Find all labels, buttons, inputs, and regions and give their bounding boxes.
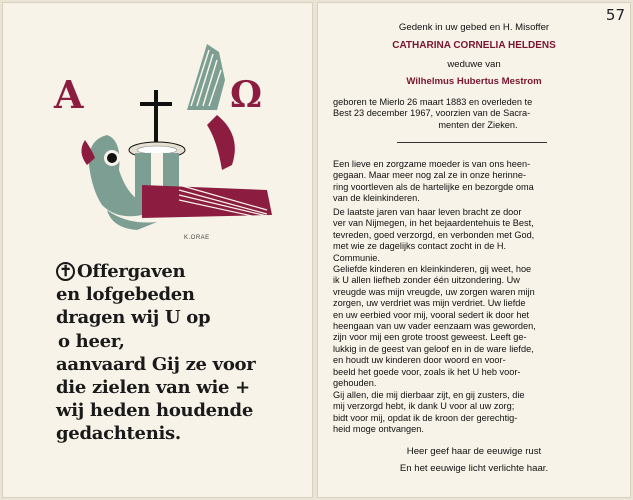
- text-line: beeld het goede voor, zoals ik het U heb voor-: [333, 366, 521, 377]
- fish-tail: [187, 44, 235, 170]
- cross-symbol: [140, 90, 172, 142]
- text-line: ver van Nijmegen, in het bejaardentehuis te Best,: [333, 218, 534, 229]
- text-line: Best 23 december 1967, voorzien van de Sacra-: [333, 108, 531, 119]
- fish-chalice-emblem: [67, 40, 282, 240]
- left-card: [2, 2, 313, 498]
- text-line: gehouden.: [333, 378, 377, 389]
- omega-symbol: Ω: [230, 74, 263, 116]
- text-line: De laatste jaren van haar leven bracht ze door: [333, 207, 522, 217]
- prayer-line: die zielen van wie +: [56, 377, 250, 399]
- prayer-line: en lofgebeden: [56, 284, 195, 306]
- text-line: Gij allen, die mij dierbaar zijt, en gij zusters, die: [333, 390, 525, 400]
- text-line: menten der Zieken.: [438, 119, 518, 130]
- text-line: en uw eerbied voor mij, vooral sedert ik door het: [333, 309, 530, 320]
- text-line: gegaan. Maar meer nog zal ze in onze herinne-: [333, 170, 527, 181]
- text-line: tevreden, goed verzorgd, en verbonden met God,: [333, 229, 535, 240]
- divider: [397, 142, 547, 143]
- text-line: met wie ze dagelijks contact zocht in de H.: [333, 241, 507, 252]
- text-line: vreugde was mijn vreugde, uw zorgen waren mijn: [333, 286, 535, 297]
- prayer-text: [56, 260, 306, 446]
- closing-line-1: Heer geef haar de eeuwige rust: [406, 446, 542, 457]
- text-line: Geliefde kinderen en kleinkinderen, gij weet, hoe: [333, 264, 532, 274]
- widow-of-label: weduwe van: [447, 59, 501, 70]
- artist-signature: K.ORAE: [184, 235, 210, 241]
- text-line: en houdt uw kinderen door woord en voor-: [333, 355, 506, 366]
- birth-death-paragraph: [333, 97, 623, 131]
- handwritten-page-number: 57: [605, 6, 625, 24]
- text-line: lukkig in de geest van geloof en in de ware liefde,: [333, 343, 534, 354]
- deceased-name: CATHARINA CORNELIA HELDENS: [392, 40, 556, 51]
- husband-name: Wilhelmus Hubertus Mestrom: [406, 76, 542, 87]
- text-line: mij verzorgd hebt, ik dank U voor al uw zorg;: [333, 401, 515, 412]
- intro-line: Gedenk in uw gebed en H. Misoffer: [398, 22, 550, 33]
- prayer-line: dragen wij U op: [56, 307, 211, 329]
- text-line: bidt voor mij, opdat ik de kroon der gerechtig-: [333, 412, 518, 423]
- text-line: heid moge ontvangen.: [333, 424, 424, 435]
- paragraph-4: [333, 390, 623, 436]
- text-line: van de kleinkinderen.: [333, 193, 420, 204]
- cross-circle-icon: ✝: [56, 262, 75, 281]
- text-line: Een lieve en zorgzame moeder is van ons heen-: [333, 159, 531, 169]
- text-line: geboren te Mierlo 26 maart 1883 en overleden te: [333, 97, 533, 107]
- text-line: Communie.: [333, 252, 380, 263]
- prayer-line: wij heden houdende: [56, 400, 253, 422]
- text-line: heengaan van uw vader eenzaam was geworden,: [333, 321, 536, 332]
- prayer-line: o heer,: [58, 330, 125, 352]
- prayer-line-text: Offergaven: [77, 261, 186, 282]
- prayer-line: [56, 260, 306, 283]
- paragraph-1: [333, 159, 623, 205]
- prayer-line: gedachtenis.: [56, 423, 181, 445]
- text-line: zijn voor mij een grote troost geweest. Leeft ge-: [333, 332, 527, 343]
- prayer-line: aanvaard Gij ze voor: [56, 353, 256, 375]
- right-card: [317, 2, 631, 498]
- text-line: ik U allen liefheb zonder één uitzondering. Uw: [333, 275, 520, 286]
- alpha-symbol: A: [54, 72, 84, 117]
- paragraph-3: [333, 264, 623, 389]
- text-line: zorgen, uw verdriet was mijn verdriet. Uw liefde: [333, 298, 526, 309]
- closing-line-2: En het eeuwige licht verlichte haar.: [399, 463, 549, 474]
- text-line: ring voortleven als de hartelijke en bezorgde oma: [333, 181, 534, 192]
- paragraph-2: [333, 207, 623, 264]
